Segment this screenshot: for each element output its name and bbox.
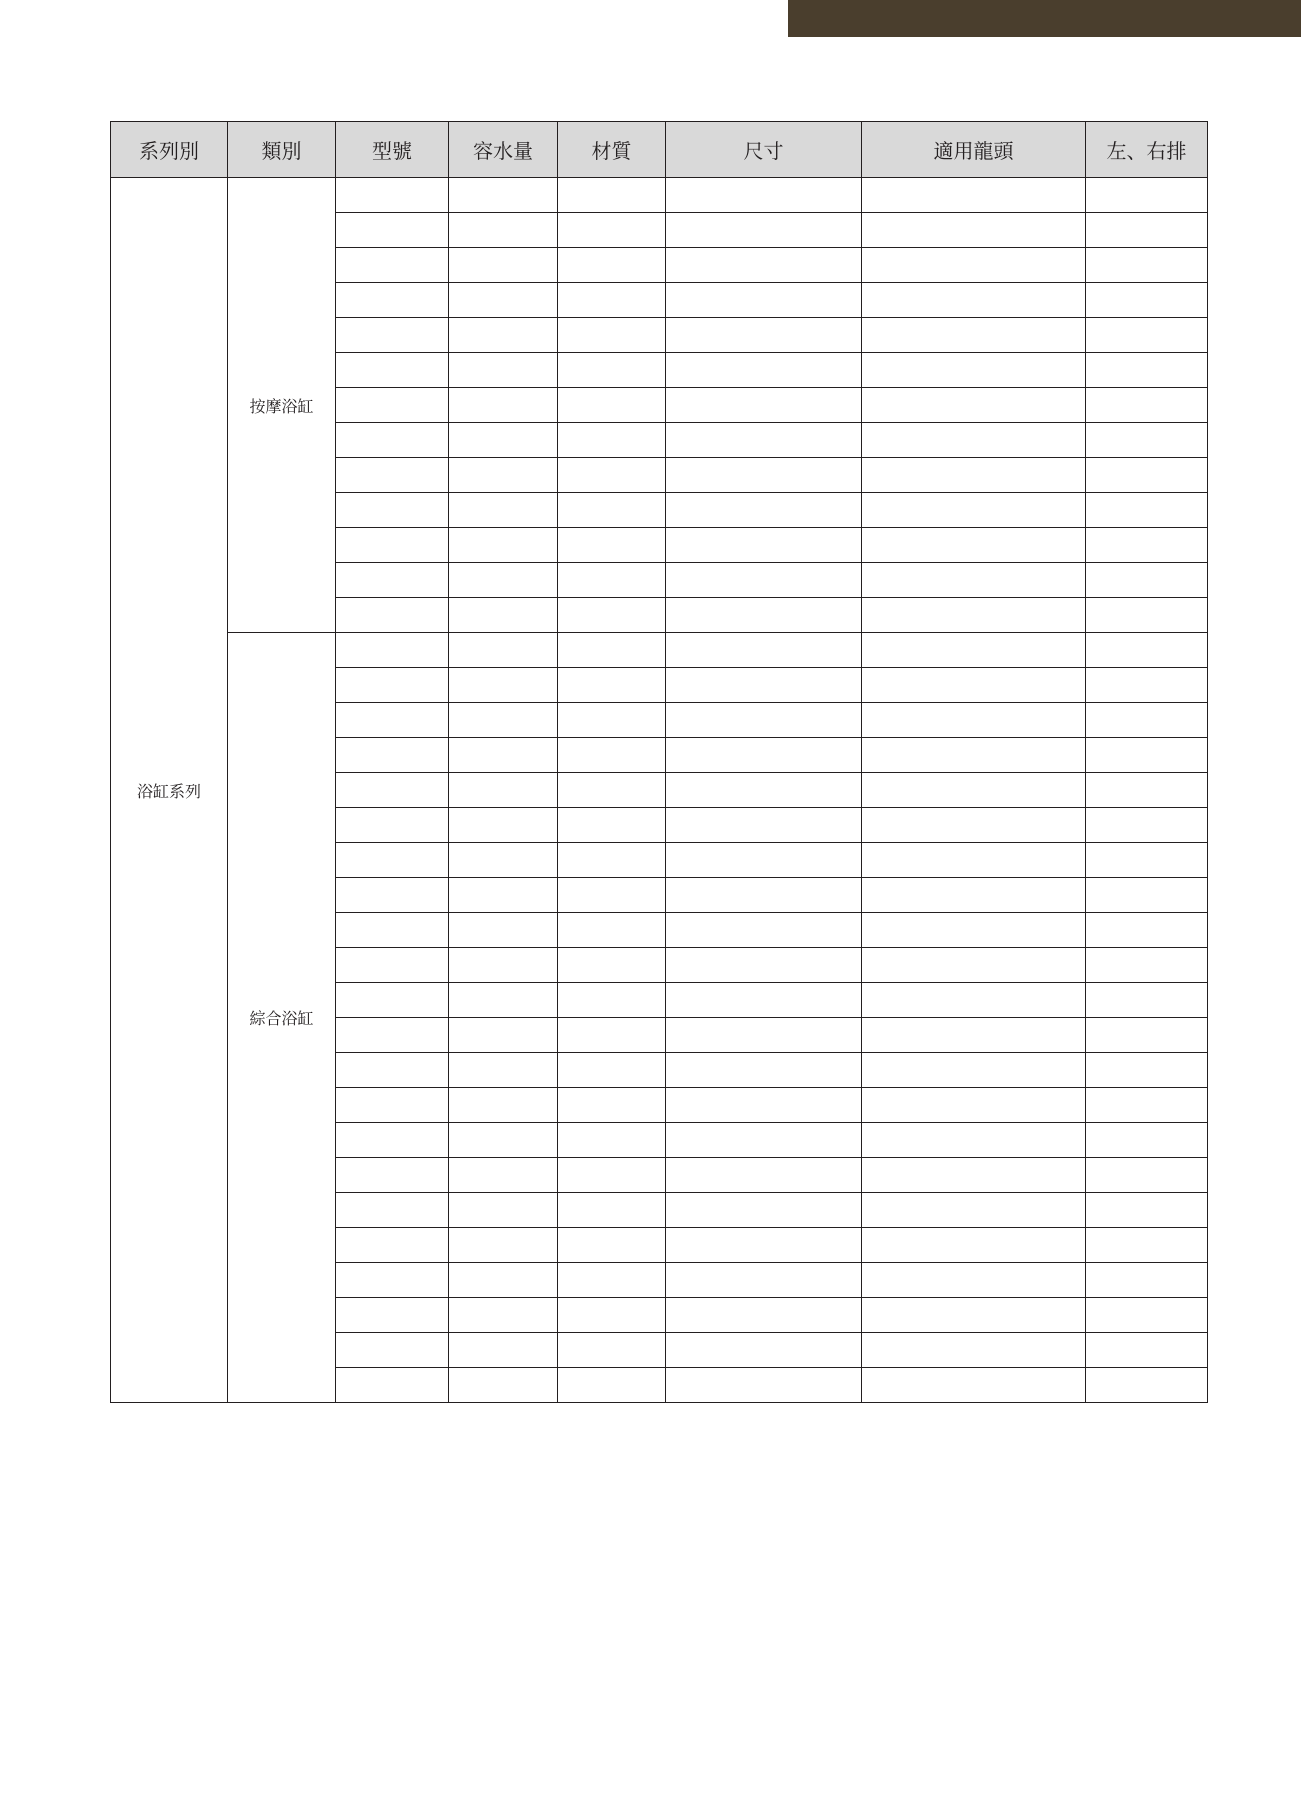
drain-side-cell[interactable] <box>1086 1018 1208 1053</box>
drain-side-cell[interactable] <box>1086 318 1208 353</box>
drain-side-cell[interactable] <box>1086 983 1208 1018</box>
faucet-cell[interactable] <box>862 353 1086 388</box>
faucet-cell[interactable] <box>862 388 1086 423</box>
material-cell[interactable] <box>558 458 666 493</box>
faucet-cell[interactable] <box>862 178 1086 213</box>
header-accent-bar <box>788 0 1301 37</box>
drain-side-cell[interactable] <box>1086 598 1208 633</box>
faucet-cell[interactable] <box>862 458 1086 493</box>
faucet-cell[interactable] <box>862 1053 1086 1088</box>
material-cell[interactable] <box>558 318 666 353</box>
model-cell[interactable] <box>336 248 449 283</box>
material-cell[interactable] <box>558 1158 666 1193</box>
size-cell[interactable] <box>666 878 862 913</box>
header-category: 類別 <box>228 122 336 178</box>
faucet-cell[interactable] <box>862 1333 1086 1368</box>
faucet-cell[interactable] <box>862 983 1086 1018</box>
drain-side-cell[interactable] <box>1086 1088 1208 1123</box>
faucet-cell[interactable] <box>862 318 1086 353</box>
material-cell[interactable] <box>558 913 666 948</box>
material-cell[interactable] <box>558 1228 666 1263</box>
product-spec-table <box>110 121 1208 1403</box>
capacity-cell[interactable] <box>449 178 558 213</box>
size-cell[interactable] <box>666 1228 862 1263</box>
material-cell[interactable] <box>558 668 666 703</box>
size-cell[interactable] <box>666 1018 862 1053</box>
model-cell[interactable] <box>336 493 449 528</box>
faucet-cell[interactable] <box>862 808 1086 843</box>
material-cell[interactable] <box>558 878 666 913</box>
drain-side-cell[interactable] <box>1086 1298 1208 1333</box>
size-cell[interactable] <box>666 738 862 773</box>
size-cell[interactable] <box>666 633 862 668</box>
faucet-cell[interactable] <box>862 1368 1086 1403</box>
capacity-cell[interactable] <box>449 1018 558 1053</box>
model-cell[interactable] <box>336 318 449 353</box>
model-cell[interactable] <box>336 1298 449 1333</box>
size-cell[interactable] <box>666 703 862 738</box>
drain-side-cell[interactable] <box>1086 738 1208 773</box>
drain-side-cell[interactable] <box>1086 283 1208 318</box>
faucet-cell[interactable] <box>862 668 1086 703</box>
model-cell[interactable] <box>336 773 449 808</box>
capacity-cell[interactable] <box>449 1193 558 1228</box>
model-cell[interactable] <box>336 948 449 983</box>
material-cell[interactable] <box>558 1333 666 1368</box>
capacity-cell[interactable] <box>449 843 558 878</box>
table-body <box>111 178 1208 1403</box>
size-cell[interactable] <box>666 563 862 598</box>
model-cell[interactable] <box>336 1088 449 1123</box>
capacity-cell[interactable] <box>449 808 558 843</box>
capacity-cell[interactable] <box>449 948 558 983</box>
model-cell[interactable] <box>336 843 449 878</box>
size-cell[interactable] <box>666 1263 862 1298</box>
model-cell[interactable] <box>336 808 449 843</box>
material-cell[interactable] <box>558 1193 666 1228</box>
size-cell[interactable] <box>666 948 862 983</box>
faucet-cell[interactable] <box>862 563 1086 598</box>
material-cell[interactable] <box>558 528 666 563</box>
header-series: 系列別 <box>111 122 228 178</box>
material-cell[interactable] <box>558 948 666 983</box>
drain-side-cell[interactable] <box>1086 808 1208 843</box>
model-cell[interactable] <box>336 1263 449 1298</box>
model-cell[interactable] <box>336 738 449 773</box>
drain-side-cell[interactable] <box>1086 388 1208 423</box>
model-cell[interactable] <box>336 668 449 703</box>
capacity-cell[interactable] <box>449 703 558 738</box>
faucet-cell[interactable] <box>862 1263 1086 1298</box>
capacity-cell[interactable] <box>449 1158 558 1193</box>
capacity-cell[interactable] <box>449 913 558 948</box>
faucet-cell[interactable] <box>862 528 1086 563</box>
capacity-cell[interactable] <box>449 1088 558 1123</box>
drain-side-cell[interactable] <box>1086 1123 1208 1158</box>
drain-side-cell[interactable] <box>1086 1263 1208 1298</box>
material-cell[interactable] <box>558 423 666 458</box>
header-size: 尺寸 <box>666 122 862 178</box>
model-cell[interactable] <box>336 458 449 493</box>
capacity-cell[interactable] <box>449 1123 558 1158</box>
drain-side-cell[interactable] <box>1086 948 1208 983</box>
model-cell[interactable] <box>336 878 449 913</box>
drain-side-cell[interactable] <box>1086 178 1208 213</box>
drain-side-cell[interactable] <box>1086 1053 1208 1088</box>
drain-side-cell[interactable] <box>1086 563 1208 598</box>
table-row <box>111 633 1208 668</box>
model-cell[interactable] <box>336 283 449 318</box>
faucet-cell[interactable] <box>862 283 1086 318</box>
model-cell[interactable] <box>336 528 449 563</box>
model-cell[interactable] <box>336 1158 449 1193</box>
size-cell[interactable] <box>666 493 862 528</box>
model-cell[interactable] <box>336 1053 449 1088</box>
material-cell[interactable] <box>558 213 666 248</box>
faucet-cell[interactable] <box>862 948 1086 983</box>
header-material: 材質 <box>558 122 666 178</box>
faucet-cell[interactable] <box>862 703 1086 738</box>
drain-side-cell[interactable] <box>1086 423 1208 458</box>
faucet-cell[interactable] <box>862 1298 1086 1333</box>
material-cell[interactable] <box>558 248 666 283</box>
model-cell[interactable] <box>336 1123 449 1158</box>
drain-side-cell[interactable] <box>1086 913 1208 948</box>
capacity-cell[interactable] <box>449 1228 558 1263</box>
drain-side-cell[interactable] <box>1086 703 1208 738</box>
size-cell[interactable] <box>666 178 862 213</box>
drain-side-cell[interactable] <box>1086 1228 1208 1263</box>
faucet-cell[interactable] <box>862 773 1086 808</box>
capacity-cell[interactable] <box>449 983 558 1018</box>
size-cell[interactable] <box>666 773 862 808</box>
size-cell[interactable] <box>666 388 862 423</box>
model-cell[interactable] <box>336 703 449 738</box>
model-cell[interactable] <box>336 1368 449 1403</box>
table-row <box>111 178 1208 213</box>
model-cell[interactable] <box>336 353 449 388</box>
drain-side-cell[interactable] <box>1086 213 1208 248</box>
material-cell[interactable] <box>558 983 666 1018</box>
size-cell[interactable] <box>666 283 862 318</box>
capacity-cell[interactable] <box>449 1053 558 1088</box>
size-cell[interactable] <box>666 843 862 878</box>
faucet-cell[interactable] <box>862 738 1086 773</box>
size-cell[interactable] <box>666 1298 862 1333</box>
capacity-cell[interactable] <box>449 353 558 388</box>
size-cell[interactable] <box>666 668 862 703</box>
size-cell[interactable] <box>666 1333 862 1368</box>
drain-side-cell[interactable] <box>1086 493 1208 528</box>
header-capacity: 容水量 <box>449 122 558 178</box>
material-cell[interactable] <box>558 808 666 843</box>
material-cell[interactable] <box>558 563 666 598</box>
size-cell[interactable] <box>666 1123 862 1158</box>
capacity-cell[interactable] <box>449 1333 558 1368</box>
size-cell[interactable] <box>666 1158 862 1193</box>
material-cell[interactable] <box>558 1123 666 1158</box>
faucet-cell[interactable] <box>862 598 1086 633</box>
capacity-cell[interactable] <box>449 563 558 598</box>
material-cell[interactable] <box>558 1018 666 1053</box>
material-cell[interactable] <box>558 388 666 423</box>
drain-side-cell[interactable] <box>1086 773 1208 808</box>
model-cell[interactable] <box>336 1228 449 1263</box>
capacity-cell[interactable] <box>449 213 558 248</box>
faucet-cell[interactable] <box>862 1228 1086 1263</box>
size-cell[interactable] <box>666 1368 862 1403</box>
category-cell: 按摩浴缸 <box>228 178 336 633</box>
drain-side-cell[interactable] <box>1086 878 1208 913</box>
model-cell[interactable] <box>336 213 449 248</box>
material-cell[interactable] <box>558 1088 666 1123</box>
material-cell[interactable] <box>558 1263 666 1298</box>
material-cell[interactable] <box>558 283 666 318</box>
series-cell: 浴缸系列 <box>111 178 228 1403</box>
drain-side-cell[interactable] <box>1086 843 1208 878</box>
capacity-cell[interactable] <box>449 283 558 318</box>
capacity-cell[interactable] <box>449 528 558 563</box>
material-cell[interactable] <box>558 353 666 388</box>
drain-side-cell[interactable] <box>1086 1368 1208 1403</box>
capacity-cell[interactable] <box>449 423 558 458</box>
material-cell[interactable] <box>558 1298 666 1333</box>
faucet-cell[interactable] <box>862 1193 1086 1228</box>
drain-side-cell[interactable] <box>1086 248 1208 283</box>
model-cell[interactable] <box>336 1333 449 1368</box>
size-cell[interactable] <box>666 913 862 948</box>
size-cell[interactable] <box>666 528 862 563</box>
size-cell[interactable] <box>666 983 862 1018</box>
size-cell[interactable] <box>666 1088 862 1123</box>
header-drain-side: 左、右排 <box>1086 122 1208 178</box>
size-cell[interactable] <box>666 1053 862 1088</box>
model-cell[interactable] <box>336 913 449 948</box>
drain-side-cell[interactable] <box>1086 353 1208 388</box>
model-cell[interactable] <box>336 1018 449 1053</box>
capacity-cell[interactable] <box>449 773 558 808</box>
model-cell[interactable] <box>336 1193 449 1228</box>
capacity-cell[interactable] <box>449 493 558 528</box>
model-cell[interactable] <box>336 388 449 423</box>
model-cell[interactable] <box>336 178 449 213</box>
capacity-cell[interactable] <box>449 738 558 773</box>
capacity-cell[interactable] <box>449 878 558 913</box>
faucet-cell[interactable] <box>862 1018 1086 1053</box>
size-cell[interactable] <box>666 458 862 493</box>
material-cell[interactable] <box>558 703 666 738</box>
capacity-cell[interactable] <box>449 458 558 493</box>
capacity-cell[interactable] <box>449 1368 558 1403</box>
model-cell[interactable] <box>336 598 449 633</box>
material-cell[interactable] <box>558 843 666 878</box>
model-cell[interactable] <box>336 563 449 598</box>
size-cell[interactable] <box>666 213 862 248</box>
model-cell[interactable] <box>336 633 449 668</box>
faucet-cell[interactable] <box>862 493 1086 528</box>
faucet-cell[interactable] <box>862 878 1086 913</box>
faucet-cell[interactable] <box>862 633 1086 668</box>
drain-side-cell[interactable] <box>1086 668 1208 703</box>
drain-side-cell[interactable] <box>1086 528 1208 563</box>
capacity-cell[interactable] <box>449 1263 558 1298</box>
material-cell[interactable] <box>558 773 666 808</box>
size-cell[interactable] <box>666 318 862 353</box>
material-cell[interactable] <box>558 598 666 633</box>
material-cell[interactable] <box>558 633 666 668</box>
model-cell[interactable] <box>336 423 449 458</box>
header-model: 型號 <box>336 122 449 178</box>
material-cell[interactable] <box>558 1053 666 1088</box>
category-cell: 綜合浴缸 <box>228 633 336 1403</box>
size-cell[interactable] <box>666 423 862 458</box>
drain-side-cell[interactable] <box>1086 1193 1208 1228</box>
capacity-cell[interactable] <box>449 318 558 353</box>
capacity-cell[interactable] <box>449 598 558 633</box>
size-cell[interactable] <box>666 598 862 633</box>
faucet-cell[interactable] <box>862 423 1086 458</box>
drain-side-cell[interactable] <box>1086 1333 1208 1368</box>
faucet-cell[interactable] <box>862 213 1086 248</box>
material-cell[interactable] <box>558 493 666 528</box>
faucet-cell[interactable] <box>862 1123 1086 1158</box>
material-cell[interactable] <box>558 178 666 213</box>
drain-side-cell[interactable] <box>1086 458 1208 493</box>
capacity-cell[interactable] <box>449 248 558 283</box>
header-row <box>111 122 1208 178</box>
faucet-cell[interactable] <box>862 913 1086 948</box>
size-cell[interactable] <box>666 808 862 843</box>
capacity-cell[interactable] <box>449 633 558 668</box>
size-cell[interactable] <box>666 248 862 283</box>
faucet-cell[interactable] <box>862 843 1086 878</box>
faucet-cell[interactable] <box>862 248 1086 283</box>
material-cell[interactable] <box>558 1368 666 1403</box>
drain-side-cell[interactable] <box>1086 633 1208 668</box>
size-cell[interactable] <box>666 1193 862 1228</box>
capacity-cell[interactable] <box>449 668 558 703</box>
material-cell[interactable] <box>558 738 666 773</box>
size-cell[interactable] <box>666 353 862 388</box>
faucet-cell[interactable] <box>862 1088 1086 1123</box>
capacity-cell[interactable] <box>449 388 558 423</box>
drain-side-cell[interactable] <box>1086 1158 1208 1193</box>
capacity-cell[interactable] <box>449 1298 558 1333</box>
model-cell[interactable] <box>336 983 449 1018</box>
header-faucet: 適用龍頭 <box>862 122 1086 178</box>
faucet-cell[interactable] <box>862 1158 1086 1193</box>
